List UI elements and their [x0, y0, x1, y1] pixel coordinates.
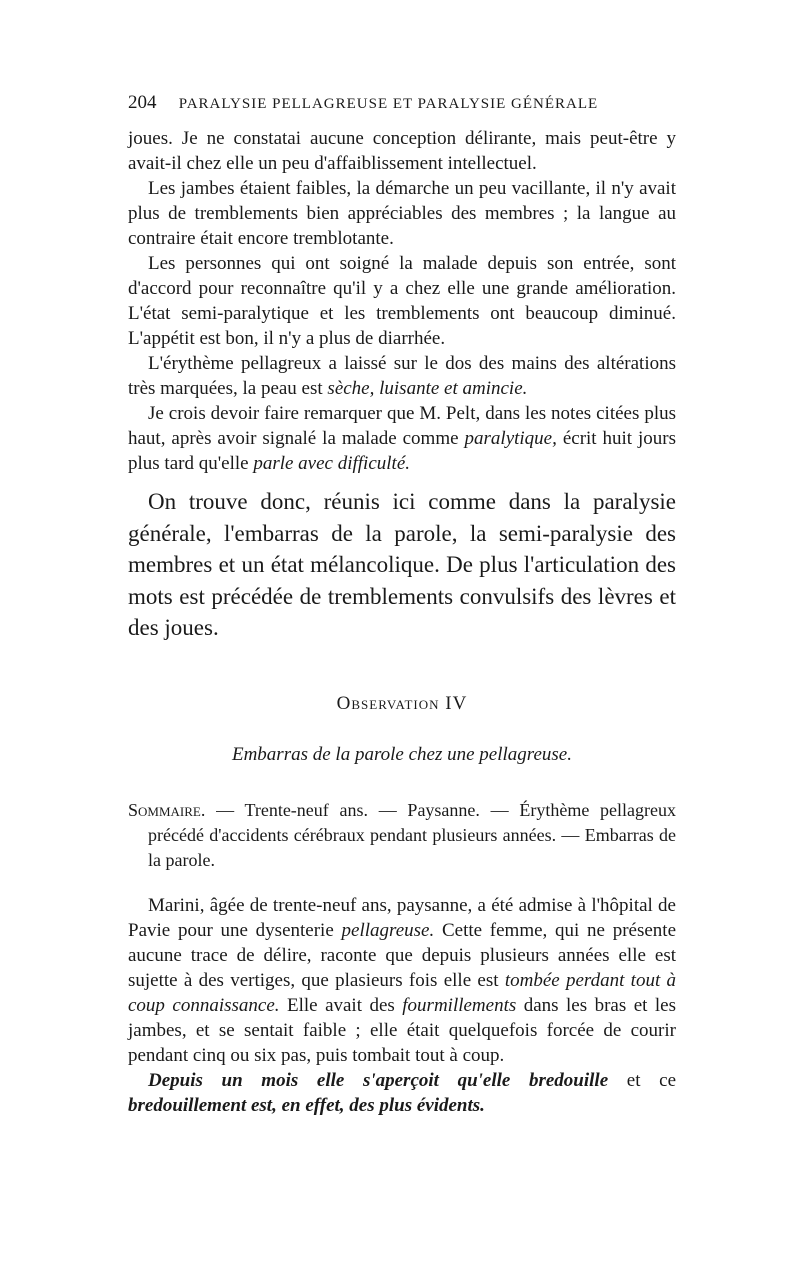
observation-title: Observation IV — [336, 693, 468, 714]
paragraph: Marini, âgée de trente-neuf ans, paysanne, a été admise à l'hôpital de Pavie pour une dysenterie pellagreuse. Cette femme, qui ne présente aucune trace de délire, raconte que depuis plusieurs années elle est sujette à des vertiges, que plasieurs fois elle est tombée perdant tout à coup connaissance. Elle avait des fourmillements dans les bras et les jambes, et se sentait faible ; elle était quelquefois forcée de courir pendant cinq ou six pas, puis tombait tout à coup. — [128, 895, 677, 1066]
paragraph: Depuis un mois elle s'aperçoit qu'elle bredouille et ce bredouillement est, en effet, des plus évidents. — [128, 1070, 677, 1116]
case-description — [128, 893, 676, 1118]
paragraph: Je crois devoir faire remarquer que M. Pelt, dans les notes citées plus haut, après avoir signalé la malade comme paralytique, écrit huit jours plus tard qu'elle parle avec difficulté. — [128, 403, 677, 474]
page-number: 204 — [128, 92, 157, 113]
section-continuation — [128, 126, 676, 476]
sommaire-paragraph: Sommaire. — Trente-neuf ans. — Paysanne. — Érythème pellagreux précédé d'accidents cérébraux pendant plusieurs années. — Embarras de la parole. — [128, 800, 676, 870]
paragraph: Les jambes étaient faibles, la démarche un peu vacillante, il n'y avait plus de tremblements bien appréciables des membres ; la langue au contraire était encore tremblotante. — [128, 178, 676, 249]
paragraph: joues. Je ne constatai aucune conception délirante, mais peut-être y avait-il chez elle un peu d'affaiblissement intellectuel. — [128, 128, 676, 174]
paragraph: Les personnes qui ont soigné la malade depuis son entrée, sont d'accord pour reconnaître qu'il y a chez elle une grande amélioration. L'état semi-paralytique et les tremblements ont beaucoup diminué. L'appétit est bon, il n'y a plus de diarrhée. — [128, 253, 676, 349]
running-title: PARALYSIE PELLAGREUSE ET PARALYSIE GÉNÉRALE — [178, 96, 599, 112]
conclusion-paragraph: On trouve donc, réunis ici comme dans la paralysie générale, l'embarras de la parole, la semi-paralysie des membres et un état mélancolique. De plus l'articulation des mots est précédée de tremblements convulsifs des lèvres et des joues. — [128, 489, 676, 640]
sommaire-block — [128, 798, 676, 873]
observation-subtitle: Embarras de la parole chez une pellagreuse. — [231, 744, 572, 765]
paragraph: L'érythème pellagreux a laissé sur le dos des mains des altérations très marquées, la peau est sèche, luisante et amincie. — [128, 353, 676, 399]
conclusion-block — [128, 486, 676, 644]
running-header — [128, 92, 676, 114]
